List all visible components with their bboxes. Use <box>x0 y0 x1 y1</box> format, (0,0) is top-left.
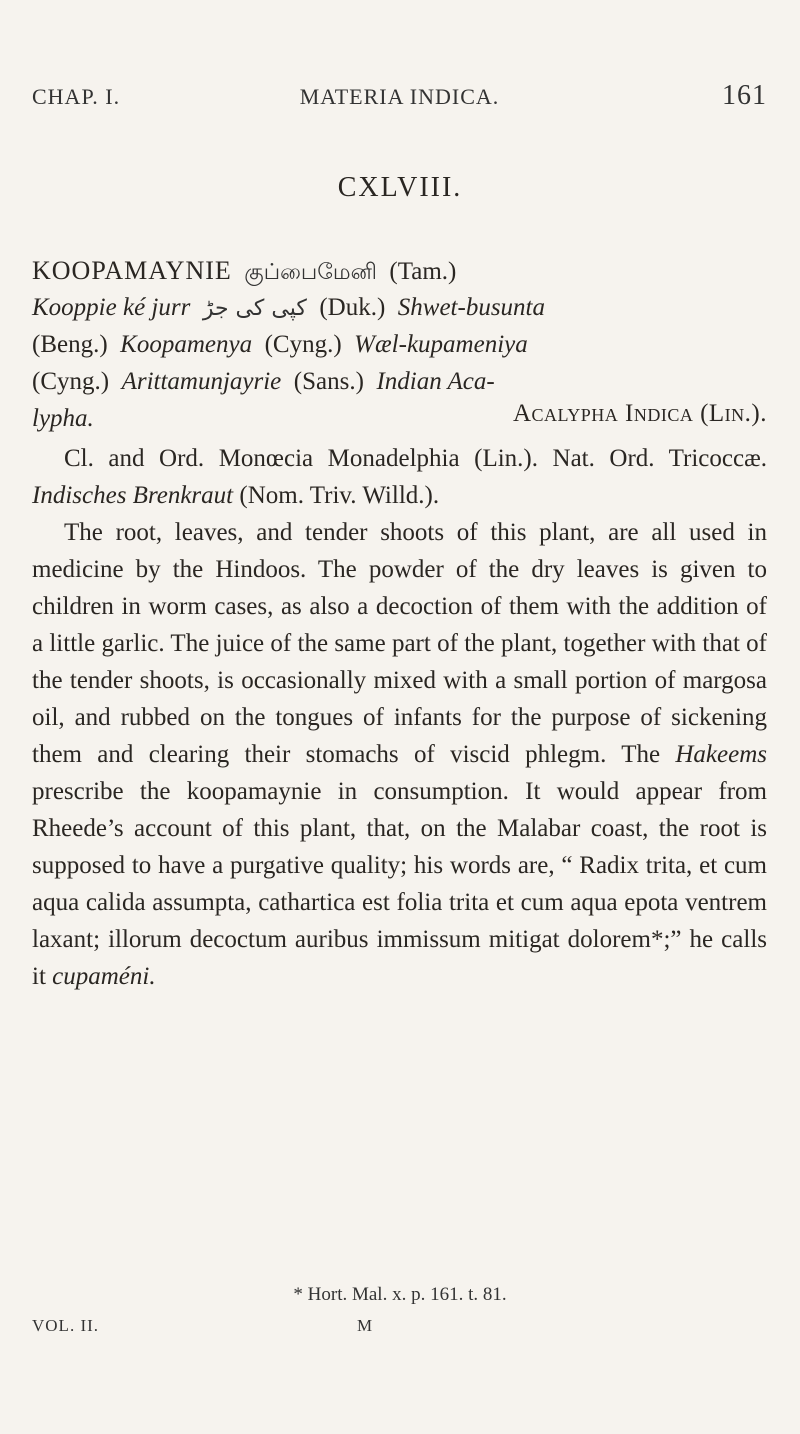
tamil-lang: (Tam.) <box>389 258 457 285</box>
english-name-cont: lypha. <box>32 405 94 432</box>
footnote: * Hort. Mal. x. p. 161. t. 81. <box>293 1284 507 1305</box>
sanskrit-name: Arittamunjayrie <box>121 368 282 395</box>
names-line-1 <box>32 252 767 289</box>
chapter-label: CHAP. I. <box>32 84 121 109</box>
tamil-script: குப்பைமேனி <box>244 260 377 285</box>
body-text <box>32 440 767 995</box>
page-number: 161 <box>722 80 767 111</box>
bengali-name: Shwet-busunta <box>397 294 545 321</box>
cupameni-term: cupaméni. <box>52 963 156 990</box>
running-head <box>32 80 767 120</box>
bengali-lang: (Beng.) <box>32 331 108 358</box>
names-line-4 <box>32 363 767 400</box>
usage-text-cont: prescribe the koopamaynie in consumption. It would appear from Rheede’s account of this plant, that, on the Malabar coast, the root is supposed to have a purgative quality; his words are, “ Radix trita, et cum aqua calida assumpta, cathartica est folia trita et cum aqua epota ventrem laxant; illorum decoctum auribus immissum mitigat dolorem*;” he calls it <box>32 778 767 990</box>
cyng-lang-2: (Cyng.) <box>32 368 110 395</box>
book-title: MATERIA INDICA. <box>299 84 500 109</box>
usage-text: The root, leaves, and tender shoots of this plant, are all used in medicine by the Hindoos. The powder of the dry leaves is given to children in worm cases, as also a decoction of them with the addition of a little garlic. The juice of the same part of the plant, together with that of the tender shoots, is occasionally mixed with a small portion of margosa oil, and rubbed on the tongues of infants for the purpose of sickening them and clearing their stomachs of viscid phlegm. The <box>32 519 767 768</box>
sanskrit-lang: (Sans.) <box>293 368 364 395</box>
german-name: Indisches Brenkraut <box>32 482 234 509</box>
botanical-name: Acalypha Indica (Lin.). <box>513 400 767 427</box>
dukhni-name: Kooppie ké jurr <box>32 294 191 321</box>
headword: KOOPAMAYNIE <box>32 256 232 285</box>
hakeems-term: Hakeems <box>675 741 768 768</box>
volume-signature: VOL. II. <box>32 1316 100 1335</box>
names-line-3 <box>32 326 767 363</box>
english-name: Indian Aca- <box>376 368 495 395</box>
signature-mark: M <box>357 1316 373 1335</box>
cyng-name-1: Koopamenya <box>120 331 253 358</box>
classification-paragraph <box>32 440 767 514</box>
dukhni-script: کپی کی جڑ <box>202 296 307 321</box>
names-line-2 <box>32 289 767 326</box>
classification-source: (Nom. Triv. Willd.). <box>239 482 440 509</box>
cyng-name-2: Wæl-kupameniya <box>354 331 528 358</box>
classification-text: Cl. and Ord. Monœcia Monadelphia (Lin.). Nat. Ord. Tricoccæ. <box>64 445 767 472</box>
dukhni-lang: (Duk.) <box>319 294 386 321</box>
section-number: CXLVIII. <box>337 172 463 203</box>
cyng-lang-1: (Cyng.) <box>264 331 342 358</box>
usage-paragraph <box>32 514 767 995</box>
